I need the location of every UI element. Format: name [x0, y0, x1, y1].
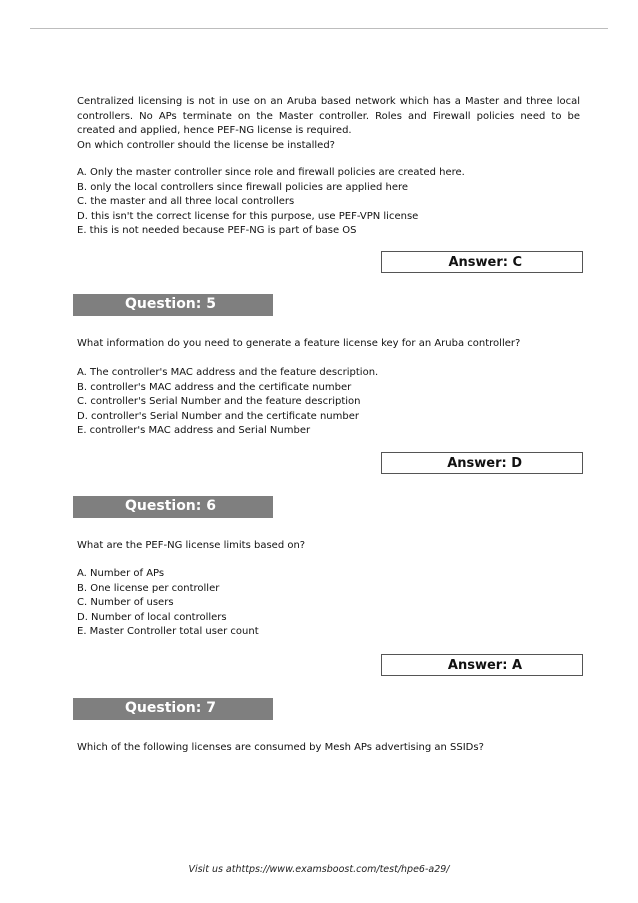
- q7-stem: Which of the following licenses are consumed by Mesh APs advertising an SSIDs?: [77, 742, 484, 753]
- q6-options: [77, 567, 580, 640]
- q4-option-e: E. this is not needed because PEF-NG is part of base OS: [77, 225, 357, 236]
- q6-option-b: B. One license per controller: [77, 582, 220, 594]
- q4-option-c: C. the master and all three local controllers: [77, 196, 295, 207]
- q6-banner-label: Question: 6: [125, 498, 216, 514]
- q5-option-b: B. controller's MAC address and the certificate number: [77, 381, 352, 393]
- q6-banner: [73, 496, 273, 518]
- q5-answer-label: Answer: D: [447, 456, 522, 471]
- footer-link[interactable]: Visit us athttps://www.examsboost.com/test/hpe6-a29/: [188, 864, 450, 875]
- q5-stem: What information do you need to generate a feature license key for an Aruba controller?: [77, 338, 521, 349]
- q6-option-d: D. Number of local controllers: [77, 611, 227, 623]
- q5-banner: [73, 294, 273, 316]
- q6-answer-label: Answer: A: [447, 658, 522, 673]
- q6-option-e: E. Master Controller total user count: [77, 626, 259, 637]
- q4-option-a: A. Only the master controller since role and firewall policies are created here.: [77, 167, 465, 178]
- q4-option-d: D. this isn't the correct license for this purpose, use PEF-VPN license: [77, 210, 419, 222]
- q7-banner: [73, 698, 273, 720]
- q4-stem-question: On which controller should the license be installed?: [77, 139, 335, 151]
- q7-banner-label: Question: 7: [125, 700, 216, 716]
- q4-answer-label: Answer: C: [448, 255, 522, 270]
- q6-option-a: A. Number of APs: [77, 568, 165, 579]
- header-divider: [30, 28, 608, 29]
- q4-stem-paragraph: Centralized licensing is not in use on an Aruba based network which has a Master and three local controllers. No APs terminate on the Master controller. Roles and Firewall policies need to be created and applied, hence PEF-NG license is required.: [77, 96, 580, 136]
- q4-answer-box: [381, 251, 583, 273]
- q5-answer-box: [381, 452, 583, 474]
- q5-option-a: A. The controller's MAC address and the feature description.: [77, 367, 379, 378]
- q5-options: [77, 366, 580, 439]
- q5-option-e: E. controller's MAC address and Serial Number: [77, 425, 311, 436]
- q4-options: [77, 166, 580, 239]
- q4-option-b: B. only the local controllers since firewall policies are applied here: [77, 181, 409, 193]
- q4-stem: [77, 95, 580, 153]
- q6-answer-box: [381, 654, 583, 676]
- q6-stem: What are the PEF-NG license limits based on?: [77, 540, 306, 551]
- q5-banner-label: Question: 5: [125, 296, 216, 312]
- q5-option-c: C. controller's Serial Number and the feature description: [77, 396, 361, 407]
- q5-option-d: D. controller's Serial Number and the certificate number: [77, 410, 359, 422]
- q6-option-c: C. Number of users: [77, 597, 174, 608]
